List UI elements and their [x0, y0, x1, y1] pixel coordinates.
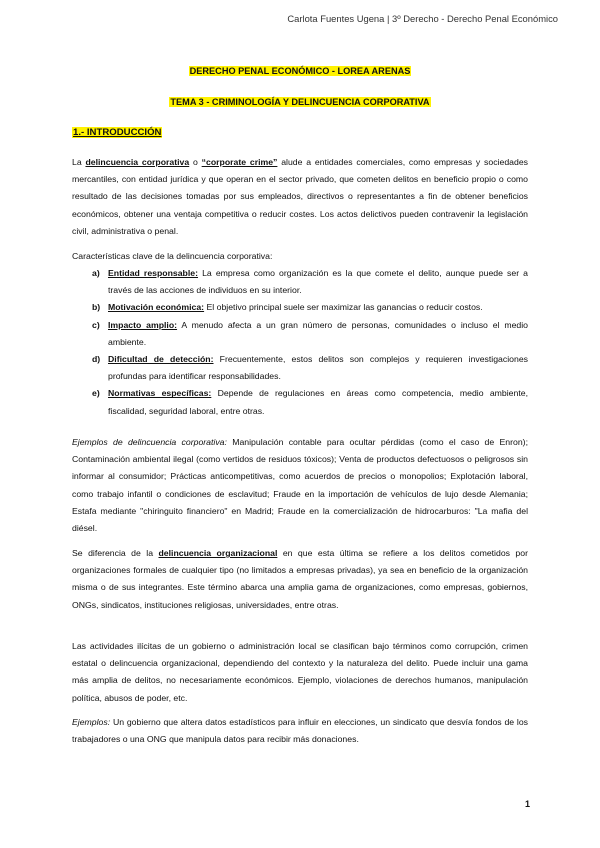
text-run: en que esta última se refiere a los delitos cometidos por organizaciones formales de cualquier tipo (no limitados a empresas privadas), ya sea en beneficio de la organización misma o de sus integrantes. Este término abarca una amplia gama de organizaciones, como empresas, gobiernos, ONGs, sindicatos, instituciones religiosas, universidades, entre otras.: [72, 548, 528, 610]
list-item-term: Normativas específicas:: [108, 388, 212, 399]
list-item: [92, 265, 528, 299]
list-marker: d): [92, 354, 101, 365]
characteristics-intro: Características clave de la delincuencia corporativa:: [72, 251, 273, 261]
list-marker: b): [92, 302, 101, 313]
list-marker: e): [92, 388, 100, 399]
examples-label: Ejemplos de delincuencia corporativa:: [72, 437, 227, 447]
document-title-text: DERECHO PENAL ECONÓMICO - LOREA ARENAS: [189, 66, 411, 76]
section-heading-text: 1.- INTRODUCCIÓN: [73, 127, 162, 138]
text-run: alude a entidades comerciales, como empresas y sociedades mercantiles, con entidad jurídica y que operan en el sector privado, que cometen delitos en beneficio propio o como resultado de las decisiones tomadas por sus empleados, directivos o representantes a fin de obtener beneficios económicos, obtener una ventaja competitiva o reducir costes. Los actos delictivos pueden contravenir la legislación civil, administrativa o penal.: [72, 157, 529, 236]
list-item: [92, 351, 528, 385]
text-run: Se diferencia de la: [72, 548, 159, 558]
list-item-term: Motivación económica:: [108, 302, 205, 313]
examples-corporate-paragraph: [72, 434, 528, 537]
examples-text: Un gobierno que altera datos estadísticos para influir en elecciones, un sindicato que desvía fondos de los trabajadores o una ONG que manipula datos para recibir más donaciones.: [72, 717, 528, 745]
list-item-text: Depende de regulaciones en áreas como competencia, medio ambiente, fiscalidad, seguridad laboral, entre otras.: [108, 388, 528, 416]
list-item-text: El objetivo principal suele ser maximizar las ganancias o reducir costos.: [204, 302, 483, 313]
section-heading-introduccion: [72, 127, 162, 138]
page-number: 1: [524, 799, 530, 809]
text-run: o: [189, 157, 202, 167]
examples-text: Manipulación contable para ocultar pérdidas (como el caso de Enron); Contaminación ambiental ilegal (como vertidos de residuos tóxicos); Venta de productos defectuosos o peligrosos sin informar al consumidor; Prácticas anticompetitivas, como acuerdos de precios o monopolios; Explotación laboral, como trabajo infantil o condiciones de esclavitud; Fraude en la importación de vehículos de lujo desde Alemania; Estafa mediante "chiringuito financiero" en Madrid; Fraude en la comercialización de hidrocarburos: "La mafia del diésel.: [72, 437, 528, 534]
key-term-delincuencia-organizacional: delincuencia organizacional: [158, 548, 278, 558]
text-run: La: [72, 157, 86, 167]
list-item: [92, 317, 528, 351]
government-activities-paragraph: Las actividades ilícitas de un gobierno o administración local se clasifican bajo términos como corrupción, crimen estatal o delincuencia organizacional, dependiendo del contexto y la naturaleza del delito. Puede incluir una gama más amplia de delitos, no necesariamente económicos. Ejemplo, violaciones de derechos humanos, manipulación política, abusos de poder, etc.: [72, 641, 528, 703]
list-item-term: Dificultad de detección:: [108, 354, 214, 365]
list-item-text: Frecuentemente, estos delitos son complejos y requieren investigaciones profundas para identificar responsabilidades.: [108, 354, 528, 382]
list-item: [92, 299, 528, 316]
list-item-term: Entidad responsable:: [108, 268, 199, 278]
document-title: [0, 66, 600, 76]
list-item-text: La empresa como organización es la que comete el delito, aunque puede ser a través de las acciones de individuos en su interior.: [108, 268, 529, 296]
list-marker: a): [92, 268, 100, 278]
examples-government-paragraph: [72, 714, 528, 748]
examples-label: Ejemplos:: [72, 717, 111, 727]
characteristics-list: [92, 265, 528, 420]
topic-title: [0, 97, 600, 107]
key-term-corporate-crime: “corporate crime”: [201, 157, 278, 167]
intro-paragraph: [72, 154, 528, 240]
key-term-delincuencia-corporativa: delincuencia corporativa: [85, 157, 190, 167]
page-header: Carlota Fuentes Ugena | 3º Derecho - Derecho Penal Económico: [287, 13, 558, 24]
list-item-term: Impacto amplio:: [108, 319, 178, 330]
list-marker: c): [92, 319, 100, 330]
list-item: [92, 385, 528, 419]
topic-title-text: TEMA 3 - CRIMINOLOGÍA Y DELINCUENCIA CORPORATIVA: [170, 97, 430, 107]
list-item-text: A menudo afecta a un gran número de personas, comunidades o incluso el medio ambiente.: [108, 319, 528, 347]
organizational-crime-paragraph: [72, 545, 528, 614]
